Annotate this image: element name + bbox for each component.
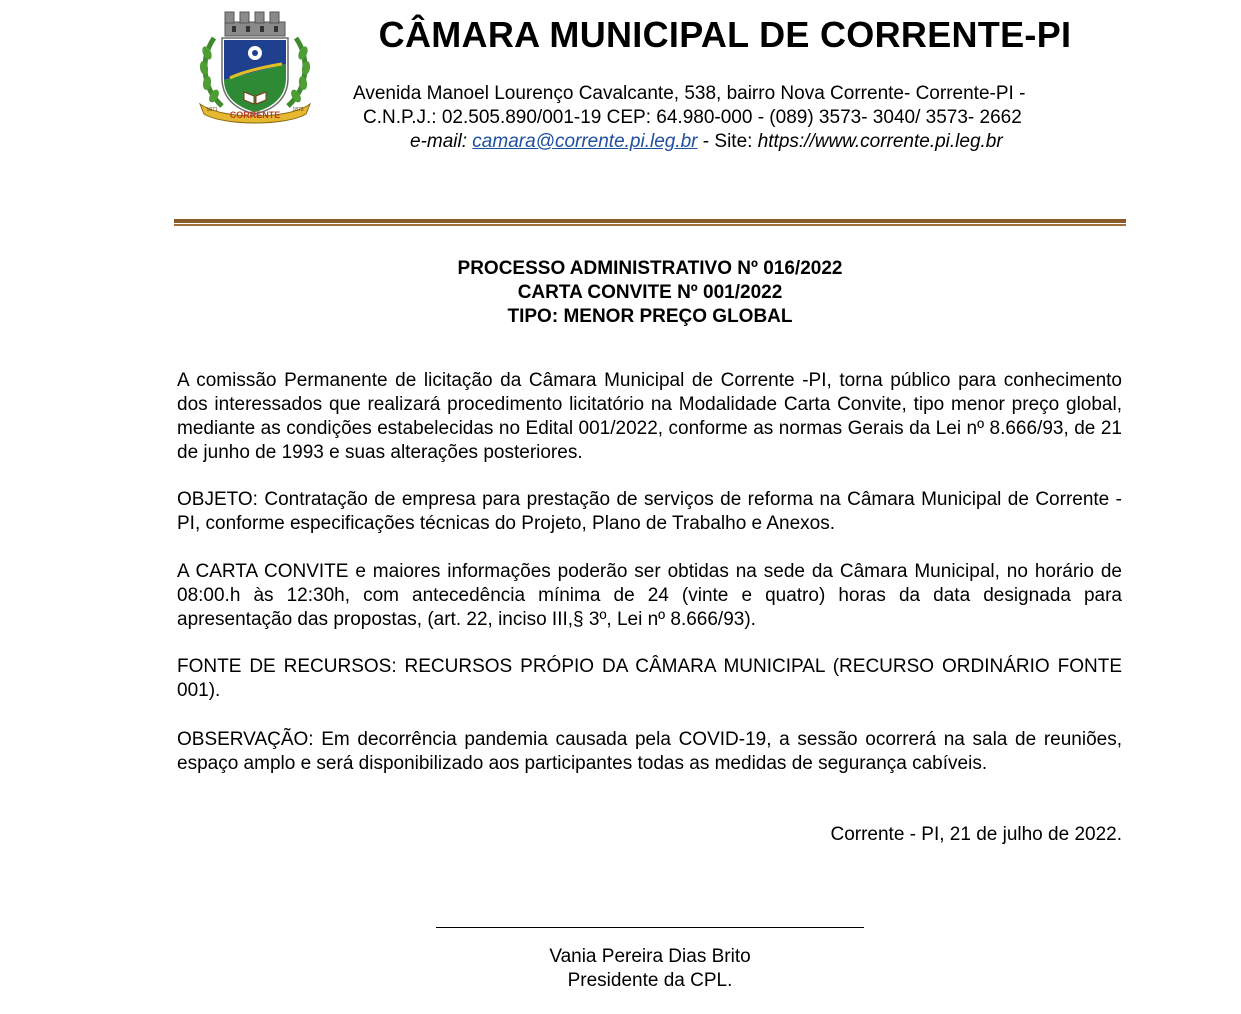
municipal-coat-of-arms-logo (192, 8, 318, 126)
organization-title: CÂMARA MUNICIPAL DE CORRENTE-PI (378, 14, 1072, 55)
cnpj-contact-line: C.N.P.J.: 02.505.890/001-19 CEP: 64.980-000 - (089) 3573- 3040/ 3573- 2662 (363, 107, 1022, 128)
signatory-role: Presidente da CPL. (567, 970, 733, 991)
email-label: e-mail: (410, 131, 473, 152)
process-number: PROCESSO ADMINISTRATIVO Nº 016/2022 (457, 258, 843, 279)
notice-heading (175, 257, 1125, 329)
signature-line (436, 927, 864, 928)
header-divider-secondary (174, 224, 1126, 226)
email-site-line (410, 131, 1003, 153)
intro-paragraph: A comissão Permanente de licitação da Câmara Municipal de Corrente -PI, torna público para conhecimento dos interessados que realizará procedimento licitatório na Modalidade Carta Convite, tipo menor preço global, mediante as condições estabelecidas no Edital 001/2022, conforme as normas Gerais da Lei nº 8.666/93, de 21 de junho de 1993 e suas alterações posteriores. (177, 370, 1122, 463)
site-url: https://www.corrente.pi.leg.br (757, 131, 1003, 152)
place-date: Corrente - PI, 21 de julho de 2022. (830, 824, 1122, 845)
object-paragraph: OBJETO: Contratação de empresa para prestação de serviços de reforma na Câmara Municipal de Corrente - PI, conforme especificações técnicas do Projeto, Plano de Trabalho e Anexos. (177, 489, 1122, 534)
address-line: Avenida Manoel Lourenço Cavalcante, 538, bairro Nova Corrente- Corrente-PI - (353, 83, 1026, 104)
observation-paragraph: OBSERVAÇÃO: Em decorrência pandemia causada pela COVID-19, a sessão ocorrerá na sala de reuniões, espaço amplo e será disponibilizado aos participantes todas as medidas de segurança cabíveis. (177, 729, 1122, 774)
logo-year-left: 1871 (206, 107, 218, 113)
signatory-name: Vania Pereira Dias Brito (549, 946, 751, 967)
logo-year-right: 1873 (292, 107, 304, 113)
bid-type: TIPO: MENOR PREÇO GLOBAL (507, 306, 793, 327)
header-divider (174, 219, 1126, 223)
funding-source-paragraph: FONTE DE RECURSOS: RECURSOS PRÓPIO DA CÂMARA MUNICIPAL (RECURSO ORDINÁRIO FONTE 001). (177, 656, 1122, 701)
email-link[interactable]: camara@corrente.pi.leg.br (472, 131, 698, 152)
carta-convite-number: CARTA CONVITE Nº 001/2022 (517, 282, 783, 303)
site-label: - Site: (697, 131, 758, 152)
logo-banner-text: CORRENTE (229, 110, 281, 120)
information-paragraph: A CARTA CONVITE e maiores informações poderão ser obtidas na sede da Câmara Municipal, no horário de 08:00.h às 12:30h, com antecedência mínima de 24 (vinte e quatro) horas da data designada para apresentação das propostas, (art. 22, inciso III,§ 3º, Lei nº 8.666/93). (177, 561, 1122, 630)
